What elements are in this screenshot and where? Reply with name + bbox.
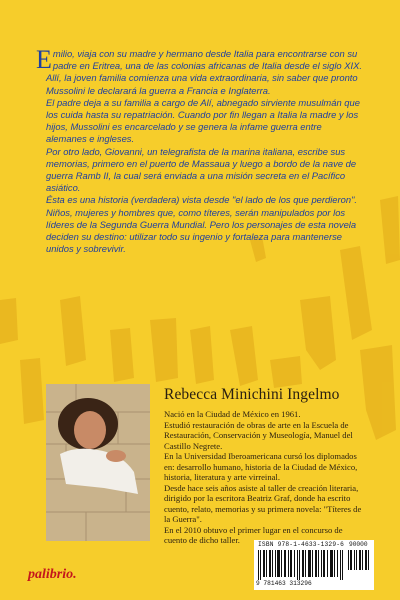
author-bio: [164, 409, 364, 546]
bio-line: En la Universidad Iberoamericana cursó los diplomados en: desarrollo humano, historia de la Ciudad de México, historia, literatura y arte virreinal.: [164, 451, 358, 482]
price-barcode-bars: [347, 550, 371, 570]
synopsis-paragraph: Ésta es una historia (verdadera) vista desde "el lado de los que perdieron". Niños, mujeres y hombres que, como títeres, serán manipulados por los líderes de la Segunda Guerra Mundial. Pero los personajes de esta novela deciden su destino: utilizar todo su ingenio y fortaleza para mantenerse unidos y sobrevivir.: [46, 194, 358, 255]
synopsis-paragraph: Por otro lado, Giovanni, un telegrafista de la marina italiana, escribe sus memorias, primero en el puerto de Massaua y luego a bordo de la nave de guerra Ramb II, la cual será enviada a una misión secreta en el Pacífico asiático.: [46, 145, 357, 194]
synopsis: [36, 45, 364, 255]
publisher-logo: palibrio.: [28, 567, 77, 582]
barcode: [254, 540, 374, 590]
bio-line: En el 2010 obtuvo el primer lugar en el concurso de cuento de dicho taller.: [164, 524, 343, 545]
dropcap-letter: E: [36, 45, 52, 74]
author-name: Rebecca Minichini Ingelmo: [164, 386, 340, 403]
bio-line: Estudió restauración de obras de arte en la Escuela de Restauración, Conservación y Museología, Manuel del Castillo Negrete.: [164, 419, 353, 451]
author-photo: [46, 384, 150, 541]
synopsis-paragraph: El padre deja a su familia a cargo de Alí, abnegado sirviente musulmán que los cuida hasta su repatriación. Cuando por fin llegan a Italia la madre y los hijos, Mussolini es encarcelado y se genera la infame guerra entre alemanes e ingleses.: [46, 96, 360, 145]
author-photo-illustration: [46, 384, 150, 541]
ean-number: 9 781463 313296: [256, 580, 312, 587]
synopsis-paragraph: milio, viaja con su madre y hermano desde Italia para encontrarse con su padre en Eritrea, una de las colonias africanas de Italia desde el siglo XIX. Allí, la joven familia comienza una vida extraordinaria, sin saber que pronto Mussolini le declarará la guerra a Francia e Inglaterra.: [46, 48, 362, 96]
isbn-text: ISBN 978-1-4633-1329-6: [258, 541, 345, 548]
bio-line: Desde hace seis años asiste al taller de creación literaria, dirigido por la escritora Beatriz Graf, donde ha escrito cuento, relato, memorias y su primera novela: "Títeres de la Guerra".: [164, 482, 362, 524]
ean-barcode-bars: [257, 550, 345, 580]
bio-line: Nació en la Ciudad de México en 1961.: [164, 409, 301, 419]
price-code: 90000: [349, 541, 368, 548]
